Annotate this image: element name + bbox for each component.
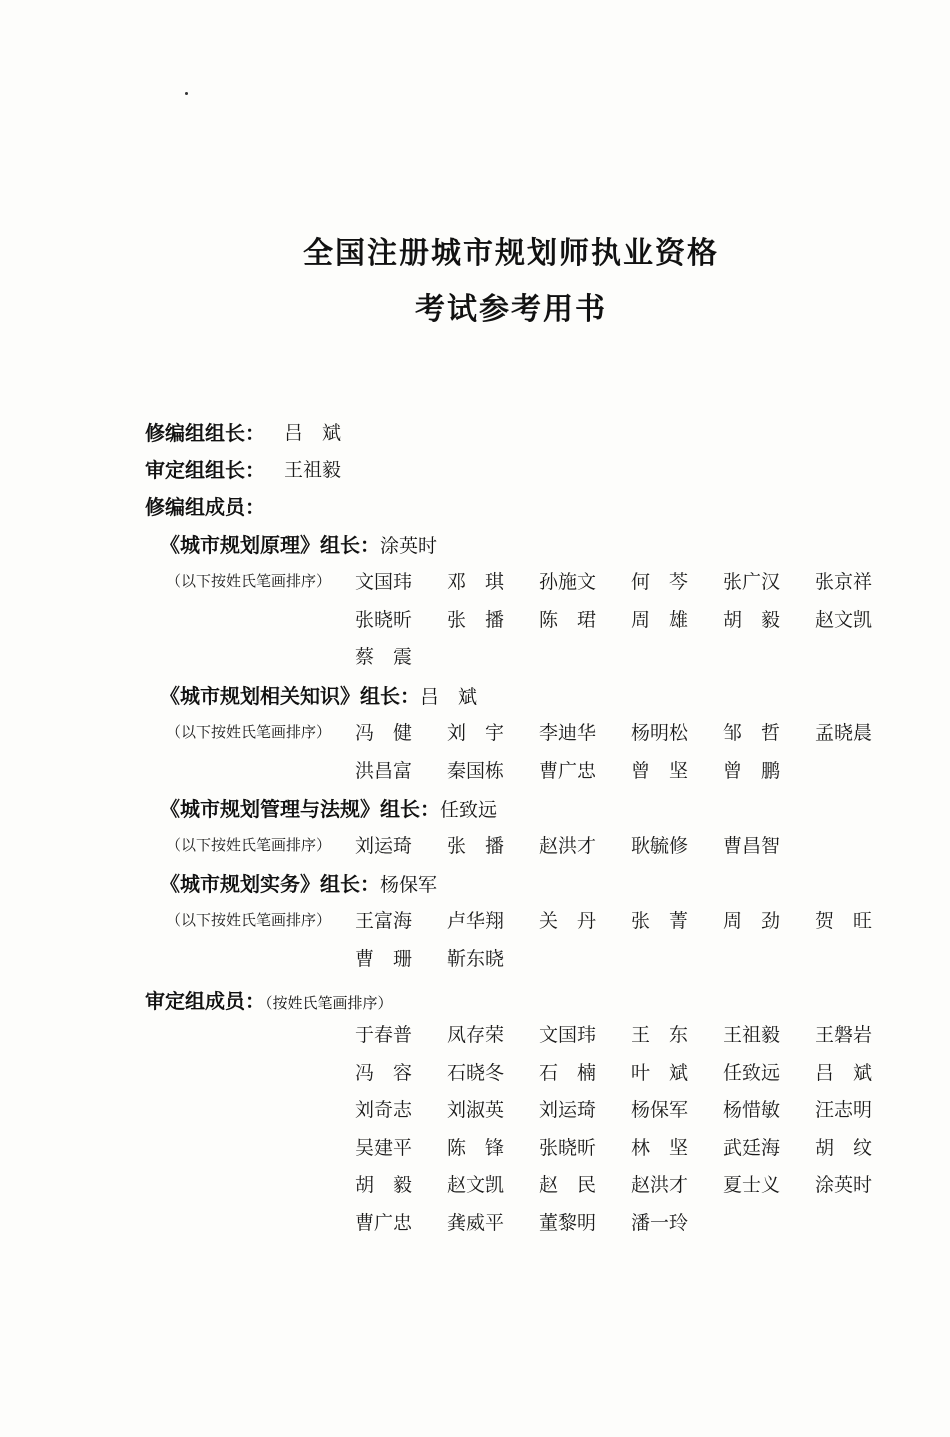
person-name: 夏士义 [723, 1174, 781, 1196]
sort-note: （以下按姓氏笔画排序） [166, 911, 332, 929]
members-label: 修编组成员： [145, 495, 265, 519]
person-name: 邓 琪 [447, 571, 505, 593]
sort-note: （以下按姓氏笔画排序） [166, 836, 332, 854]
person-name: 刘 宇 [447, 722, 505, 744]
book-heading [160, 529, 437, 558]
person-name: 杨明松 [631, 722, 689, 744]
person-name: 胡 毅 [355, 1174, 413, 1196]
title-line-1: 全国注册城市规划师执业资格 [303, 236, 719, 271]
book-heading [160, 868, 437, 897]
person-name: 赵洪才 [631, 1174, 689, 1196]
book-leader: 杨保军 [380, 874, 438, 896]
person-name: 王磐岩 [815, 1024, 873, 1046]
person-name: 潘一玲 [631, 1211, 689, 1234]
person-name: 陈 珺 [539, 608, 597, 631]
person-name: 孟晓晨 [815, 722, 873, 744]
scan-speck [185, 92, 188, 95]
book-leader: 涂英时 [380, 535, 438, 557]
person-name: 关 丹 [539, 910, 597, 932]
person-name: 文国玮 [539, 1024, 597, 1046]
person-name: 杨惜敏 [723, 1099, 781, 1121]
person-name: 石 楠 [539, 1061, 597, 1084]
chief-editor-name: 吕 斌 [284, 422, 342, 444]
person-name: 王祖毅 [723, 1024, 781, 1046]
person-name: 靳东晓 [447, 947, 505, 970]
person-name: 卢华翔 [447, 910, 505, 932]
person-name: 周 雄 [631, 608, 689, 631]
person-name: 文国玮 [355, 571, 413, 593]
person-name: 武廷海 [723, 1136, 781, 1159]
book-leader: 任致远 [440, 799, 498, 821]
book-leader: 吕 斌 [420, 686, 478, 708]
person-name: 张晓昕 [355, 608, 413, 631]
reviewers-note: （按姓氏笔画排序） [265, 994, 393, 1012]
person-name: 冯 健 [355, 722, 413, 744]
person-name: 胡 纹 [815, 1136, 873, 1159]
person-name: 赵文凯 [815, 608, 873, 631]
person-name: 吴建平 [355, 1136, 413, 1159]
person-name: 刘运琦 [539, 1099, 597, 1121]
person-name: 蔡 震 [355, 646, 413, 668]
title-line-2: 考试参考用书 [415, 292, 607, 327]
person-name: 张广汉 [723, 571, 781, 593]
person-name: 赵 民 [539, 1174, 597, 1196]
person-name: 耿毓修 [631, 835, 689, 857]
person-name: 张京祥 [815, 571, 873, 593]
person-name: 刘奇志 [355, 1099, 413, 1121]
person-name: 周 劲 [723, 910, 781, 932]
person-name: 叶 斌 [631, 1061, 689, 1084]
person-name: 曹昌智 [723, 835, 781, 857]
reviewers-label-text: 审定组成员： [145, 989, 265, 1013]
person-name: 陈 锋 [447, 1136, 505, 1159]
person-name: 石晓冬 [447, 1061, 505, 1084]
person-name: 凤存荣 [447, 1024, 505, 1046]
sort-note: （以下按姓氏笔画排序） [166, 723, 332, 741]
person-name: 何 芩 [631, 571, 689, 593]
person-name: 龚威平 [447, 1211, 505, 1234]
person-name: 王富海 [355, 910, 413, 932]
person-name: 秦国栋 [447, 759, 505, 782]
book-title: 《城市规划原理》组长： [160, 533, 380, 557]
book-heading [160, 793, 497, 822]
person-name: 于春普 [355, 1024, 413, 1046]
person-name: 张 菁 [631, 910, 689, 932]
book-heading [160, 680, 477, 709]
person-name: 曹广忠 [355, 1211, 413, 1234]
person-name: 胡 毅 [723, 608, 781, 631]
person-name: 林 坚 [631, 1136, 689, 1159]
person-name: 贺 旺 [815, 910, 873, 932]
person-name: 赵文凯 [447, 1174, 505, 1196]
person-name: 杨保军 [631, 1099, 689, 1121]
person-name: 曾 坚 [631, 759, 689, 782]
person-name: 涂英时 [815, 1174, 873, 1196]
person-name: 张 播 [447, 608, 505, 631]
person-name: 冯 容 [355, 1061, 413, 1084]
person-name: 刘淑英 [447, 1099, 505, 1121]
person-name: 张 播 [447, 835, 505, 857]
chief-editor-label: 修编组组长： [145, 421, 265, 445]
reviewers-label [145, 985, 393, 1014]
chief-reviewer-label: 审定组组长： [145, 458, 265, 482]
person-name: 刘运琦 [355, 835, 413, 857]
person-name: 王 东 [631, 1024, 689, 1046]
person-name: 曾 鹏 [723, 759, 781, 782]
person-name: 汪志明 [815, 1099, 873, 1121]
person-name: 曹 珊 [355, 947, 413, 970]
chief-reviewer-name: 王祖毅 [284, 459, 342, 481]
person-name: 赵洪才 [539, 835, 597, 857]
person-name: 曹广忠 [539, 759, 597, 782]
person-name: 董黎明 [539, 1211, 597, 1234]
person-name: 张晓昕 [539, 1136, 597, 1159]
book-title: 《城市规划管理与法规》组长： [160, 797, 440, 821]
person-name: 吕 斌 [815, 1061, 873, 1084]
sort-note: （以下按姓氏笔画排序） [166, 572, 332, 590]
person-name: 洪昌富 [355, 759, 413, 782]
book-title: 《城市规划实务》组长： [160, 872, 380, 896]
book-title: 《城市规划相关知识》组长： [160, 684, 420, 708]
person-name: 李迪华 [539, 722, 597, 744]
person-name: 任致远 [723, 1061, 781, 1084]
person-name: 孙施文 [539, 571, 597, 593]
person-name: 邹 哲 [723, 722, 781, 744]
